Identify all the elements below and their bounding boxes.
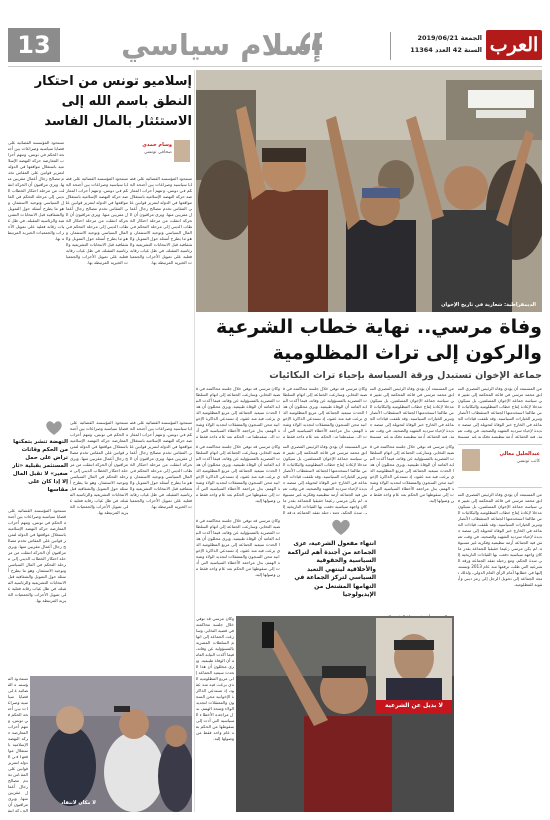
top-story-body-col4: وكان مرسي قد توفي خلال جلسة محاكمته في قضية التخابر، وسارعت الجماعة إلى اتهام السلطات المصرية بالمسؤولية عن وفاته، فيما أكدت النيابة العامة أن الوفاة طبيعية. ويرى محللون أن هذا الحدث سيعيد الجماعة إلى مربع المظلومية الذي برعت فيه منذ عقود، إذ تستدعي الذاكرة الإخوانية محن السجون والمعتقلات لتجديد الولاء وشحذ الهمم، بدل مراجعة الأخطاء السياسية التي أدت إلى سقوطها من الحكم بعد عام واحد فقط م [196,386,280,438]
sidebar-col-far-1: تستحوذ المؤسسة القضائية على قضايا سياسية وصراعات بين أجنحة الحكم في تونس، وتتهم أحزاب المعارضة حركة النهضة الإسلامية باستغلال مواقعها في الدولة لتمرير قوانين على المقاس تخدم مصالح رجال أعمال مقربين منها. ويرى مراقبون أن الحركة انتقلت من مرحلة احتكار الخطاب الديني إلى مرحلة التحكم في المال السياسي وتوجيه الاستثمار، وهو ما يطرح أسئلة حول التمويل والشفافية قبل الانتخابات التشريعية والرئاسية المقبلة، في ظل غياب رقابة فعلية على تمويل الأحزاب والجمعيات الخيرية المرتبطة بها. [8,140,64,241]
column-divider [194,70,195,812]
top-author-box [458,444,542,488]
avatar [174,140,190,162]
sidebar-col-right-2: تستحوذ المؤسسة القضائية على قضايا سياسية وصراعات بين أجنحة الحكم في تونس، وتتهم أحزاب المعارضة حركة النهضة الإسلامية باستغلال مواقعها في الدولة لتمرير قوانين على المقاس تخدم مصالح رجال أعمال مقربين منها. ويرى مراقبون أن الحركة انتقلت من مرحلة احتكار الخطاب الديني إلى مرحلة التحكم في المال السياسي وتوجيه الاستثمار، وهو ما يطرح أسئلة حول التمويل والشفافية قبل الانتخابات التشريعية والرئاسية المقبلة، في ظل غياب رقابة فعلية على تمويل الأحزاب والجمعيات الخيرية المرتبطة بها. [130,420,192,509]
lower-quote-icon [330,518,352,536]
sidebar-col-right-1: تستحوذ المؤسسة القضائية على قضايا سياسية وصراعات بين أجنحة الحكم في تونس، وتتهم أحزاب المعارضة حركة النهضة الإسلامية باستغلال مواقعها في الدولة لتمرير قوانين على المقاس تخدم مصالح رجال أعمال مقربين منها. ويرى مراقبون أن الحركة انتقلت من مرحلة احتكار الخطاب الديني إلى مرحلة التحكم في المال السياسي وتوجيه الاستثمار، وهو ما يطرح أسئلة حول التمويل والشفافية قبل الانتخابات التشريعية والرئاسية المقبلة، في ظل غياب رقابة فعلية على تمويل الأحزاب والجمعيات الخيرية المرتبطة بها. [130,176,192,265]
sidebar-col-far-3: تستحوذ المؤسسة القضائية على قضايا سياسية وصراعات بين أجنحة الحكم في تونس، وتتهم أحزاب المعارضة حركة النهضة الإسلامية باستغلال مواقعها في الدولة لتمرير قوانين على المقاس تخدم مصالح رجال أعمال مقربين منها. ويرى مراقبون أن الحركة انتق [8,676,28,812]
masthead-logo-text: العرب [489,34,539,56]
right-column-text: من المستبعد أن يؤدي وفاة الرئيس المصري السابق محمد مرسي في قاعة المحكمة إلى تغيير في سياسة جماعة الإخوان المسلمين، بل سيكون مدخلا لإعادة إنتاج خطاب المظلومية والبكائيات التي طالما استخدمتها الجماعة لاستقطاب الأنصار وتبرير الخيارات السياسية. وقد تلقفت قيادات الجماعة في الخارج خبر الوفاة لتحويله إلى منصة جديدة لإحياء سردية الشهيد والضحية، في وقت تعيش فيه الجماعة أزمة تنظيمية وفكرية غير مسبوقة. لم يكن مرسي زعيما حقيقيا للجماعة بقدر ما كان واجهة سياسية دفعت بها القيادات التاريخية إلى سدة الحكم، ومع رحيله تفقد الجماعة ورقة الشرعية التي ظلت ترفعها منذ عام 2013 وتستند إليها في خطابها أمام الرأي العام الدولي، ولذلك تتجه الجماعة إلى تحويل الرجل إلى رمز ديني وأيقونة للمظلومية. [458,492,542,587]
date-line: الجمعة 2019/06/21 [417,34,482,42]
headline-line2: والركون إلى تراث المظلومية [272,342,542,364]
sidebar-quote-icon [44,420,64,436]
mid-column-b: من المستبعد أن يؤدي وفاة الرئيس المصري السابق محمد مرسي في قاعة المحكمة إلى تغيير في سياسة جماعة الإخوان المسلمين، بل سيكون مدخلا لإعادة إنتاج خطاب المظلومية والبكائيات التي طالما استخدمتها الجماعة لاستقطاب الأنصار وتبرير الخيارات السياسية. وقد تلقفت قيادات الجماعة في الخارج خبر الوفاة لتحويله إلى منصة جديدة لإحياء سردية الشهيد والضحية، في وقت تعيش فيه الجماعة أزمة تنظيمية وفكرية غير مسبوقة. لم يكن مرسي زعيما حقيقيا للجماعة بقدر ما كان واجهة سياسية دفعت بها القيادات التاريخية إلى سدة الحكم، ومع رحيله تفقد الجماعة ورقة ال [283,444,367,514]
sidebar-author-role: صحافي تونسي [143,150,172,155]
header-rule [8,66,542,67]
protest-photo [196,70,542,312]
sidebar-photo [30,676,192,812]
page-number: 13 [17,31,51,59]
lower-pull-quote: انتهاء مفعول الشرعية، عزى الجماعة من أجندة أهم لتراكمة السياسية والحقوقية والأخلاقية لينتهي التعبد السياسي لتركز الجماعة في التهامها المشتغل من الإيديولوجيا [287,540,376,598]
sidebar-pull-quote: النهضة تنشر بتمكنها من الحكم وقانات تراض على حمل المستثمر بقبلية «ثار صغير» لا تقبل المال إلا إذا كان على مقاسها [12,439,68,493]
mid-column-a: وكان مرسي قد توفي خلال جلسة محاكمته في قضية التخابر، وسارعت الجماعة إلى اتهام السلطات المصرية بالمسؤولية عن وفاته، فيما أكدت النيابة العامة أن الوفاة طبيعية. ويرى محللون أن هذا الحدث سيعيد الجماعة إلى مربع المظلومية الذي برعت فيه منذ عقود، إذ تستدعي الذاكرة الإخوانية محن السجون والمعتقلات لتجديد الولاء وشحذ الهمم، بدل مراجعة الأخطاء السياسية التي أدت إلى سقوطها من الحكم بعد عام واحد فقط من وصولها إليه. [370,444,454,503]
photo-caption: الديمقراطية: شعارية في تاريخ الإخوان [441,302,536,308]
subheadline: جماعة الإخوان تستبدل ورقة السياسة بإحياء تراث البكائيات [269,370,542,381]
sidebar-col-left-2: تستحوذ المؤسسة القضائية على قضايا سياسية وصراعات بين أجنحة الحكم في تونس، وتتهم أحزاب المعارضة حركة النهضة الإسلامية باستغلال مواقعها في الدولة لتمرير قوانين على المقاس تخدم مصالح رجال أعمال مقربين منها. ويرى مراقبون أن الحركة انتقلت من مرحلة احتكار الخطاب الديني إلى مرحلة التحكم في المال السياسي وتوجيه الاستثمار، وهو ما يطرح أسئلة حول التمويل والشفافية قبل الانتخابات التشريعية والرئاسية المقبلة، في ظل غياب رقابة فعلية على تمويل الأحزاب والجمعيات الخيرية المرتبطة بها. [70,420,128,515]
poster-photo [236,616,454,812]
issue-line: السنة 42 العدد 11364 [410,46,482,54]
top-story-body-col3: وكان مرسي قد توفي خلال جلسة محاكمته في قضية التخابر، وسارعت الجماعة إلى اتهام السلطات المصرية بالمسؤولية عن وفاته، فيما أكدت النيابة العامة أن الوفاة طبيعية. ويرى محللون أن هذا الحدث سيعيد الجماعة إلى مربع المظلومية الذي برعت فيه منذ عقود، إذ تستدعي الذاكرة الإخوانية محن السجون والمعتقلات لتجديد الولاء وشحذ الهمم، بدل مراجعة الأخطاء السياسية التي أدت إلى سقوطها من الحكم بعد عام واحد فقط م [283,386,367,438]
sidebar-headline: إسلاميو تونس من احتكار النطق باسم الله إلى الاستئثار بالمال الفاسد [34,74,192,129]
protest-sign-label: لا بديل عن الشرعية [385,702,443,709]
headline-line1: وفاة مرسي.. نهاية خطاب الشرعية [216,316,542,338]
top-story-body-col2: من المستبعد أن يؤدي وفاة الرئيس المصري السابق محمد مرسي في قاعة المحكمة إلى تغيير في سياسة جماعة الإخوان المسلمين، بل سيكون مدخلا لإعادة إنتاج خطاب المظلومية والبكائيات التي طالما استخدمتها الجماعة لاستقطاب الأنصار وتبرير الخيارات السياسية. وقد تلقفت قيادات الجماعة في الخارج خبر الوفاة لتحويله إلى منصة جديدة لإحياء سردية الشهيد والضحية، في وقت تعيش فيه الجماعة أزمة تنظيمية وفكرية غير مسبوق [370,386,454,438]
sidebar-author-name: وسام حمدي [142,142,172,148]
sidebar-col-far-2: تستحوذ المؤسسة القضائية على قضايا سياسية وصراعات بين أجنحة الحكم في تونس، وتتهم أحزاب المعارضة حركة النهضة الإسلامية باستغلال مواقعها في الدولة لتمرير قوانين على المقاس تخدم مصالح رجال أعمال مقربين منها. ويرى مراقبون أن الحركة انتقلت من مرحلة احتكار الخطاب الديني إلى مرحلة التحكم في المال السياسي وتوجيه الاستثمار، وهو ما يطرح أسئلة حول التمويل والشفافية قبل الانتخابات التشريعية والرئاسية المقبلة، في ظل غياب رقابة فعلية على تمويل الأحزاب والجمعيات الخيرية المرتبطة بها. [8,508,66,603]
sidebar-photo-caption: لا مكان لانتقاد [60,800,96,806]
author-role: كاتب تونسي [516,459,540,464]
section-divider [390,32,391,60]
sidebar-author-box [112,138,192,174]
mid-column-f: وكان مرسي قد توفي خلال جلسة محاكمته في قضية التخابر، وسارعت الجماعة إلى اتهام السلطات المصرية بالمسؤولية عن وفاته، فيما أكدت النيابة العامة أن الوفاة طبيعية. ويرى محللون أن هذا الحدث سيعيد الجماعة إلى مربع المظلومية الذي برعت فيه منذ عقود، إذ تستدعي الذاكرة الإخوانية محن السجون والمعتقلات لتجديد الولاء وشحذ الهمم، بدل مراجعة الأخطاء السياسية التي أدت إلى سقوطها من الحكم بعد عام واحد فقط من وصولها إليه. [196,616,234,741]
avatar [462,449,480,471]
sidebar-col-left-1: تستحوذ المؤسسة القضائية على قضايا سياسية وصراعات بين أجنحة الحكم في تونس، وتتهم أحزاب المعارضة حركة النهضة الإسلامية باستغلال مواقعها في الدولة لتمرير قوانين على المقاس تخدم مصالح رجال أعمال مقربين منها. ويرى مراقبون أن الحركة انتقلت من مرحلة احتكار الخطاب الديني إلى مرحلة التحكم في المال السياسي وتوجيه الاستثمار، وهو ما يطرح أسئلة حول التمويل والشفافية قبل الانتخابات التشريعية والرئاسية المقبلة، في ظل غياب رقابة فعلية على تمويل الأحزاب والجمعيات الخيرية المرتبطة بها. [66,176,128,265]
mid-column-c: وكان مرسي قد توفي خلال جلسة محاكمته في قضية التخابر، وسارعت الجماعة إلى اتهام السلطات المصرية بالمسؤولية عن وفاته، فيما أكدت النيابة العامة أن الوفاة طبيعية. ويرى محللون أن هذا الحدث سيعيد الجماعة إلى مربع المظلومية الذي برعت فيه منذ عقود، إذ تستدعي الذاكرة الإخوانية محن السجون والمعتقلات لتجديد الولاء وشحذ الهمم، بدل مراجعة الأخطاء السياسية التي أدت إلى سقوطها من الحكم بعد عام واحد فقط من وصولها إليه. [196,444,280,503]
top-story-body-col1: من المستبعد أن يؤدي وفاة الرئيس المصري السابق محمد مرسي في قاعة المحكمة إلى تغيير في سياسة جماعة الإخوان المسلمين، بل سيكون مدخلا لإعادة إنتاج خطاب المظلومية والبكائيات التي طالما استخدمتها الجماعة لاستقطاب الأنصار وتبرير الخيارات السياسية. وقد تلقفت قيادات الجماعة في الخارج خبر الوفاة لتحويله إلى منصة جديدة لإحياء سردية الشهيد والضحية، في وقت تعيش فيه الجماعة أزمة تنظيمية وفكرية غير مسبوق [458,386,542,438]
section-title: إسلام سياسي [121,28,322,62]
author-name: عبدالجليل معالي [499,451,540,457]
mid-column-d: وكان مرسي قد توفي خلال جلسة محاكمته في قضية التخابر، وسارعت الجماعة إلى اتهام السلطات المصرية بالمسؤولية عن وفاته، فيما أكدت النيابة العامة أن الوفاة طبيعية. ويرى محللون أن هذا الحدث سيعيد الجماعة إلى مربع المظلومية الذي برعت فيه منذ عقود، إذ تستدعي الذاكرة الإخوانية محن السجون والمعتقلات لتجديد الولاء وشحذ الهمم، بدل مراجعة الأخطاء السياسية التي أدت إلى سقوطها من الحكم بعد عام واحد فقط من وصولها إليه. [196,518,280,577]
